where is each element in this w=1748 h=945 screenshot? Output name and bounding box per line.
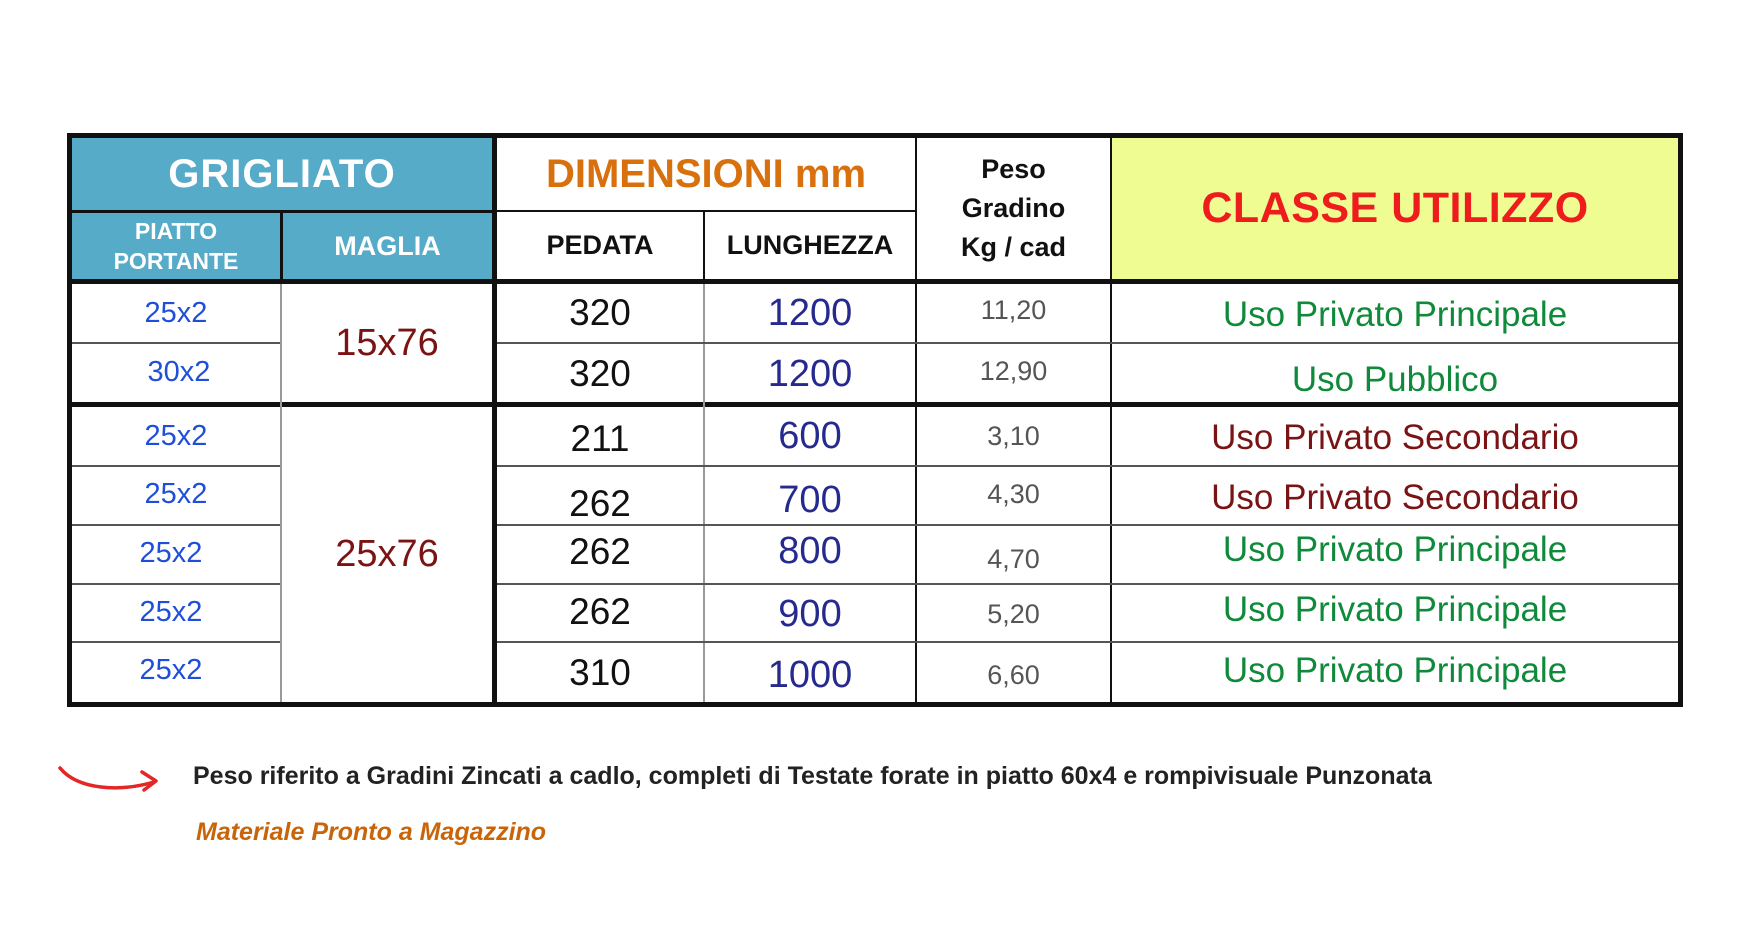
lunghezza-cell: 600	[778, 414, 842, 457]
lunghezza-label: LUNGHEZZA	[726, 230, 894, 260]
classe-cell: Uso Pubblico	[1291, 360, 1499, 399]
spec-table	[67, 133, 1683, 707]
piatto-portante-header	[72, 213, 280, 279]
lunghezza-cell: 1000	[767, 653, 853, 696]
piatto-cell: 25x2	[139, 595, 203, 628]
piatto-cell: 25x2	[139, 653, 203, 686]
lunghezza-cell: 800	[778, 530, 842, 572]
lunghezza-cell: 1200	[767, 352, 853, 395]
classe-cell: Uso Privato Principale	[1222, 651, 1568, 690]
peso-cell: 12,90	[979, 355, 1048, 386]
peso-cell: 5,20	[987, 598, 1040, 629]
peso-cell: 4,70	[987, 544, 1040, 574]
pedata-cell: 320	[569, 353, 631, 394]
maglia-cell-group-1: 15x76	[335, 321, 439, 364]
piatto-cell: 30x2	[147, 355, 211, 388]
maglia-header	[283, 213, 492, 279]
pedata-cell: 320	[569, 292, 631, 333]
piatto-cell: 25x2	[139, 537, 203, 569]
red-curved-arrow-icon	[56, 762, 162, 798]
peso-label-2: Gradino	[961, 193, 1066, 223]
maglia-cell-group-2: 25x76	[335, 533, 439, 575]
footer-note: Peso riferito a Gradini Zincati a cadlo, completi di Testate forate in piatto 60x4 e rompivisuale Punzonata	[193, 762, 1432, 790]
lunghezza-header	[705, 212, 915, 279]
pedata-cell: 310	[569, 652, 631, 693]
classe-cell: Uso Privato Principale	[1222, 295, 1568, 334]
footer-stock: Materiale Pronto a Magazzino	[196, 818, 547, 846]
classe-cell: Uso Privato Principale	[1222, 529, 1568, 569]
classe-header	[1112, 138, 1678, 279]
piatto-cell: 25x2	[144, 478, 208, 510]
peso-cell: 4,30	[987, 479, 1040, 509]
pedata-cell: 262	[569, 530, 631, 572]
pedata-cell: 262	[569, 482, 631, 524]
grigliato-header	[72, 138, 492, 210]
maglia-label: MAGLIA	[334, 230, 441, 261]
peso-label-3: Kg / cad	[960, 232, 1067, 262]
dimensioni-title: DIMENSIONI mm	[545, 151, 867, 196]
peso-cell: 11,20	[980, 294, 1047, 325]
classe-cell: Uso Privato Principale	[1222, 590, 1568, 629]
lunghezza-cell: 1200	[767, 291, 853, 334]
pedata-header	[497, 212, 703, 279]
grigliato-title: GRIGLIATO	[168, 151, 396, 196]
classe-cell: Uso Privato Secondario	[1211, 418, 1579, 457]
pedata-cell: 262	[569, 591, 631, 632]
peso-header	[917, 138, 1110, 279]
peso-label-1: Peso	[981, 154, 1046, 184]
classe-cell: Uso Privato Secondario	[1211, 477, 1579, 517]
dimensioni-header	[497, 138, 915, 210]
pedata-label: PEDATA	[546, 230, 654, 260]
divider	[703, 212, 705, 279]
peso-cell: 3,10	[987, 420, 1040, 451]
pedata-cell: 211	[570, 418, 630, 459]
piatto-portante-label: PIATTO PORTANTE	[113, 218, 239, 274]
lunghezza-cell: 700	[778, 479, 842, 521]
peso-cell: 6,60	[987, 659, 1040, 690]
piatto-cell: 25x2	[144, 296, 208, 329]
piatto-cell: 25x2	[144, 419, 208, 452]
classe-title: CLASSE UTILIZZO	[1201, 184, 1589, 232]
lunghezza-cell: 900	[778, 592, 842, 635]
